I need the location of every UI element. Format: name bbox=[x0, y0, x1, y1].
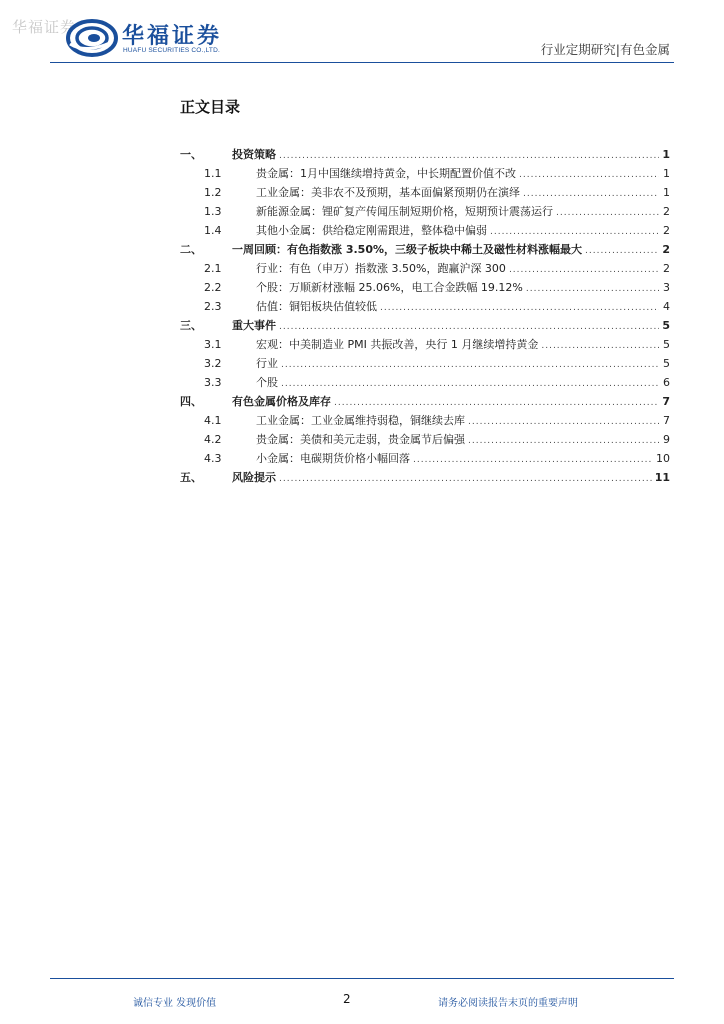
toc-entry-page: 2 bbox=[662, 243, 670, 256]
toc-entry-number: 4.3 bbox=[204, 452, 222, 465]
header-divider bbox=[50, 62, 674, 63]
toc-entry-title: 一周回顾：有色指数涨 3.50%，三级子板块中稀土及磁性材料涨幅最大 bbox=[232, 243, 582, 256]
toc-entry-number: 四、 bbox=[180, 395, 202, 408]
toc-entry-title: 新能源金属：锂矿复产传闻压制短期价格，短期预计震荡运行 bbox=[256, 205, 553, 218]
toc-entry[interactable] bbox=[180, 278, 670, 297]
toc-entry-title: 行业 bbox=[256, 357, 278, 370]
toc-entry-number: 三、 bbox=[180, 319, 202, 332]
toc-leader-dots bbox=[468, 413, 659, 432]
toc-leader-dots bbox=[519, 166, 659, 185]
toc-leader-dots bbox=[585, 242, 659, 261]
toc-entry-title: 投资策略 bbox=[232, 148, 276, 161]
toc-entry[interactable] bbox=[180, 373, 670, 392]
toc-entry-number: 2.1 bbox=[204, 262, 222, 275]
toc-leader-dots bbox=[556, 204, 659, 223]
table-of-contents bbox=[180, 145, 670, 487]
toc-entry-page: 2 bbox=[663, 205, 670, 218]
toc-entry-title: 工业金属：美非农不及预期，基本面偏紧预期仍在演绎 bbox=[256, 186, 520, 199]
toc-entry[interactable] bbox=[180, 240, 670, 259]
toc-entry-number: 1.1 bbox=[204, 167, 222, 180]
toc-leader-dots bbox=[468, 432, 659, 451]
watermark: 华福证券 bbox=[12, 18, 77, 36]
toc-entry-title: 其他小金属：供给稳定刚需跟进，整体稳中偏弱 bbox=[256, 224, 487, 237]
report-category: 行业定期研究|有色金属 bbox=[540, 42, 670, 57]
footer-divider bbox=[50, 978, 674, 979]
footer-disclaimer: 请务必阅读报告末页的重要声明 bbox=[438, 998, 578, 1009]
toc-entry-number: 2.3 bbox=[204, 300, 222, 313]
toc-entry-number: 二、 bbox=[180, 243, 202, 256]
toc-entry-number: 3.1 bbox=[204, 338, 222, 351]
toc-entry-title: 小金属：电碳期货价格小幅回落 bbox=[256, 452, 410, 465]
toc-leader-dots bbox=[509, 261, 659, 280]
toc-entry-page: 2 bbox=[663, 224, 670, 237]
page-number: 2 bbox=[343, 992, 351, 1006]
toc-entry[interactable] bbox=[180, 411, 670, 430]
toc-entry-page: 4 bbox=[663, 300, 670, 313]
toc-entry-page: 1 bbox=[663, 167, 670, 180]
toc-entry[interactable] bbox=[180, 392, 670, 411]
toc-entry-page: 6 bbox=[663, 376, 670, 389]
toc-entry[interactable] bbox=[180, 183, 670, 202]
toc-entry[interactable] bbox=[180, 430, 670, 449]
toc-leader-dots bbox=[281, 375, 659, 394]
toc-entry-number: 2.2 bbox=[204, 281, 222, 294]
toc-entry-page: 2 bbox=[663, 262, 670, 275]
toc-entry-page: 1 bbox=[662, 148, 670, 161]
logo-name-en: HUAFU SECURITIES CO.,LTD. bbox=[123, 47, 220, 54]
toc-entry-page: 3 bbox=[663, 281, 670, 294]
toc-entry-number: 3.3 bbox=[204, 376, 222, 389]
toc-entry-page: 11 bbox=[654, 471, 670, 484]
toc-entry-title: 个股：万顺新材涨幅 25.06%，电工合金跌幅 19.12% bbox=[256, 281, 523, 294]
toc-entry-number: 1.2 bbox=[204, 186, 222, 199]
toc-entry-page: 7 bbox=[662, 395, 670, 408]
toc-entry-title: 估值：铜铝板块估值较低 bbox=[256, 300, 377, 313]
toc-leader-dots bbox=[413, 451, 653, 470]
toc-entry-page: 7 bbox=[663, 414, 670, 427]
toc-entry-title: 个股 bbox=[256, 376, 278, 389]
toc-entry-title: 宏观：中美制造业 PMI 共振改善，央行 1 月继续增持黄金 bbox=[256, 338, 539, 351]
toc-entry[interactable] bbox=[180, 145, 670, 164]
company-logo bbox=[66, 18, 246, 58]
toc-leader-dots bbox=[281, 356, 659, 375]
toc-entry-title: 重大事件 bbox=[232, 319, 276, 332]
toc-entry[interactable] bbox=[180, 202, 670, 221]
toc-entry[interactable] bbox=[180, 354, 670, 373]
toc-title: 正文目录 bbox=[180, 98, 241, 116]
toc-entry-page: 9 bbox=[663, 433, 670, 446]
toc-entry-number: 1.4 bbox=[204, 224, 222, 237]
logo-name-cn: 华福证券 bbox=[122, 24, 223, 49]
toc-entry[interactable] bbox=[180, 449, 670, 468]
toc-leader-dots bbox=[541, 337, 659, 356]
toc-entry-number: 五、 bbox=[180, 471, 202, 484]
toc-entry-page: 5 bbox=[662, 319, 670, 332]
toc-entry-page: 10 bbox=[656, 452, 670, 465]
toc-entry[interactable] bbox=[180, 221, 670, 240]
toc-entry-title: 贵金属：美债和美元走弱，贵金属节后偏强 bbox=[256, 433, 465, 446]
toc-entry-title: 行业：有色（申万）指数涨 3.50%，跑赢沪深 300 bbox=[256, 262, 506, 275]
toc-entry-title: 有色金属价格及库存 bbox=[232, 395, 331, 408]
toc-entry[interactable] bbox=[180, 316, 670, 335]
toc-entry-page: 1 bbox=[663, 186, 670, 199]
toc-entry[interactable] bbox=[180, 468, 670, 487]
toc-entry-page: 5 bbox=[663, 338, 670, 351]
toc-entry-title: 贵金属：1月中国继续增持黄金，中长期配置价值不改 bbox=[256, 167, 516, 180]
toc-entry-number: 4.2 bbox=[204, 433, 222, 446]
toc-entry[interactable] bbox=[180, 297, 670, 316]
toc-entry-number: 一、 bbox=[180, 148, 202, 161]
toc-entry[interactable] bbox=[180, 164, 670, 183]
toc-entry-number: 3.2 bbox=[204, 357, 222, 370]
toc-entry[interactable] bbox=[180, 259, 670, 278]
toc-leader-dots bbox=[380, 299, 659, 318]
footer-slogan: 诚信专业 发现价值 bbox=[133, 998, 217, 1009]
toc-entry-number: 4.1 bbox=[204, 414, 222, 427]
toc-leader-dots bbox=[279, 470, 652, 489]
toc-entry-title: 工业金属：工业金属维持弱稳，铜继续去库 bbox=[256, 414, 465, 427]
logo-swirl-icon bbox=[66, 18, 118, 58]
toc-entry[interactable] bbox=[180, 335, 670, 354]
toc-entry-title: 风险提示 bbox=[232, 471, 276, 484]
toc-leader-dots bbox=[526, 280, 659, 299]
toc-entry-page: 5 bbox=[663, 357, 670, 370]
toc-entry-number: 1.3 bbox=[204, 205, 222, 218]
